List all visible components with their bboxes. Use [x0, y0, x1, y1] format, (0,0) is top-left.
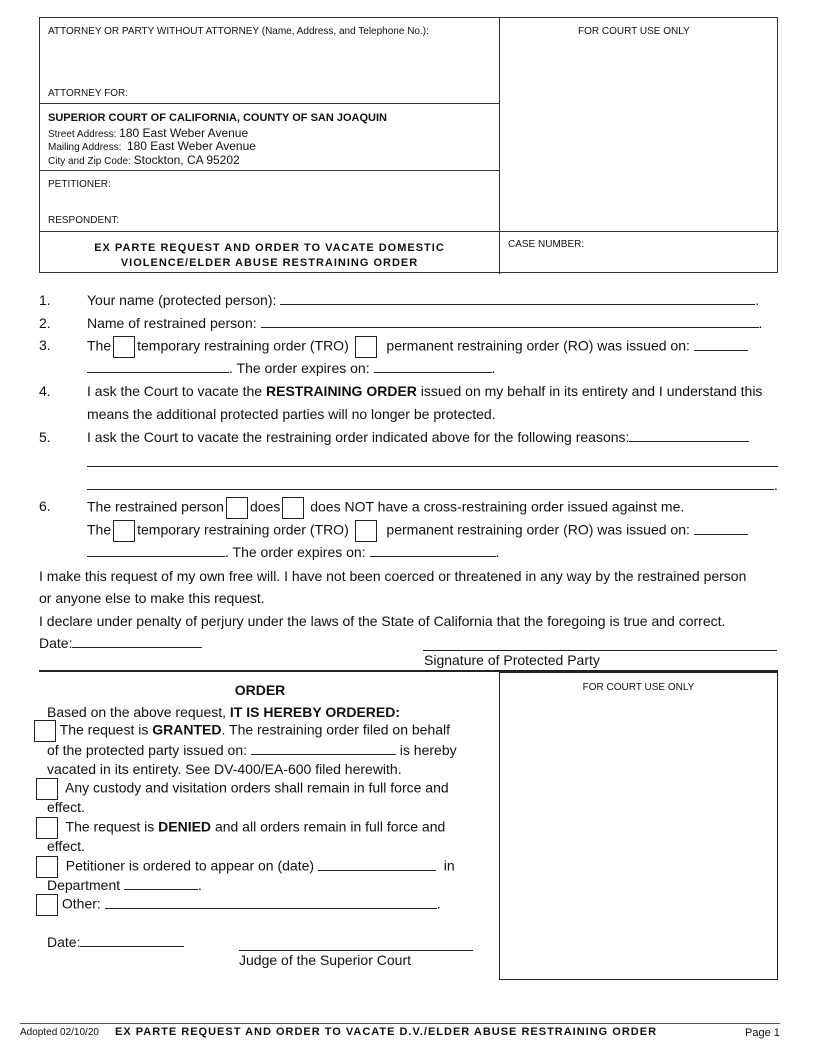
caption-box — [39, 17, 778, 273]
item-4: 4. I ask the Court to vacate the RESTRAINING ORDER issued on my behalf in its entirety and I understand this — [39, 383, 763, 399]
tro-checkbox[interactable] — [113, 336, 135, 358]
other-checkbox[interactable] — [36, 894, 58, 916]
order-issued-on-field[interactable] — [251, 741, 396, 755]
city-zip: Stockton, CA 95202 — [133, 153, 240, 167]
case-number-label: CASE NUMBER: — [508, 239, 585, 250]
footer-title: EX PARTE REQUEST AND ORDER TO VACATE D.V./ELDER ABUSE RESTRAINING ORDER — [115, 1026, 658, 1038]
form-title: EX PARTE REQUEST AND ORDER TO VACATE DOMESTIC VIOLENCE/ELDER ABUSE RESTRAINING ORDER — [94, 242, 445, 269]
appear-checkbox[interactable] — [36, 856, 58, 878]
expires-on-field[interactable] — [374, 359, 492, 373]
custody-checkbox[interactable] — [36, 778, 58, 800]
adopted-date: Adopted 02/10/20 — [20, 1027, 99, 1038]
expires-on-field-2[interactable] — [370, 543, 496, 557]
other-field[interactable] — [105, 895, 437, 909]
order-title: ORDER — [234, 682, 286, 698]
issued-on-field-2[interactable] — [694, 521, 748, 535]
mailing-address: 180 East Weber Avenue — [126, 139, 256, 153]
item-1: 1. Your name (protected person): . — [39, 292, 760, 308]
reasons-line[interactable] — [87, 466, 778, 467]
ro-checkbox-2[interactable] — [355, 520, 377, 542]
item-3: 3. The temporary restraining order (TRO) permanent restraining order (RO) was issued on: — [39, 336, 51, 354]
restrained-person-name-field[interactable] — [261, 314, 759, 328]
appear-date-field[interactable] — [318, 857, 436, 871]
granted-checkbox[interactable] — [34, 720, 56, 742]
issued-on-field-2-cont[interactable] — [87, 543, 225, 557]
date-field[interactable] — [72, 634, 202, 648]
item-6: 6. The restrained person does does NOT have a cross-restraining order issued against me. — [39, 497, 51, 515]
item-5: 5. I ask the Court to vacate the restraining order indicated above for the following reasons: — [39, 428, 51, 446]
order-date-field[interactable] — [80, 933, 184, 947]
street-label: Street Address: — [48, 129, 117, 140]
reasons-field[interactable] — [629, 428, 749, 442]
does-not-checkbox[interactable] — [282, 497, 304, 519]
protected-person-name-field[interactable] — [280, 291, 755, 305]
respondent-label: RESPONDENT: — [48, 215, 120, 226]
mailing-label: Mailing Address: — [48, 142, 122, 153]
ro-checkbox[interactable] — [355, 336, 377, 358]
does-checkbox[interactable] — [226, 497, 248, 519]
petitioner-label: PETITIONER: — [48, 179, 111, 190]
reasons-line[interactable] — [87, 489, 774, 490]
issued-on-field-cont[interactable] — [87, 359, 229, 373]
tro-checkbox-2[interactable] — [113, 520, 135, 542]
city-label: City and Zip Code: — [48, 156, 131, 167]
item-2: 2. Name of restrained person: . — [39, 315, 763, 331]
court-use-box: FOR COURT USE ONLY — [499, 672, 778, 980]
page-number: Page 1 — [745, 1027, 780, 1039]
issued-on-field[interactable] — [694, 337, 748, 351]
department-field[interactable] — [124, 876, 198, 890]
attorney-for-label: ATTORNEY FOR: — [48, 88, 129, 99]
denied-checkbox[interactable] — [36, 817, 58, 839]
court-use-label: FOR COURT USE ONLY — [578, 26, 690, 37]
street-address: 180 East Weber Avenue — [119, 126, 249, 140]
attorney-label: ATTORNEY OR PARTY WITHOUT ATTORNEY (Name, Address, and Telephone No.): — [48, 26, 429, 37]
court-name: SUPERIOR COURT OF CALIFORNIA, COUNTY OF SAN JOAQUIN — [48, 112, 387, 124]
